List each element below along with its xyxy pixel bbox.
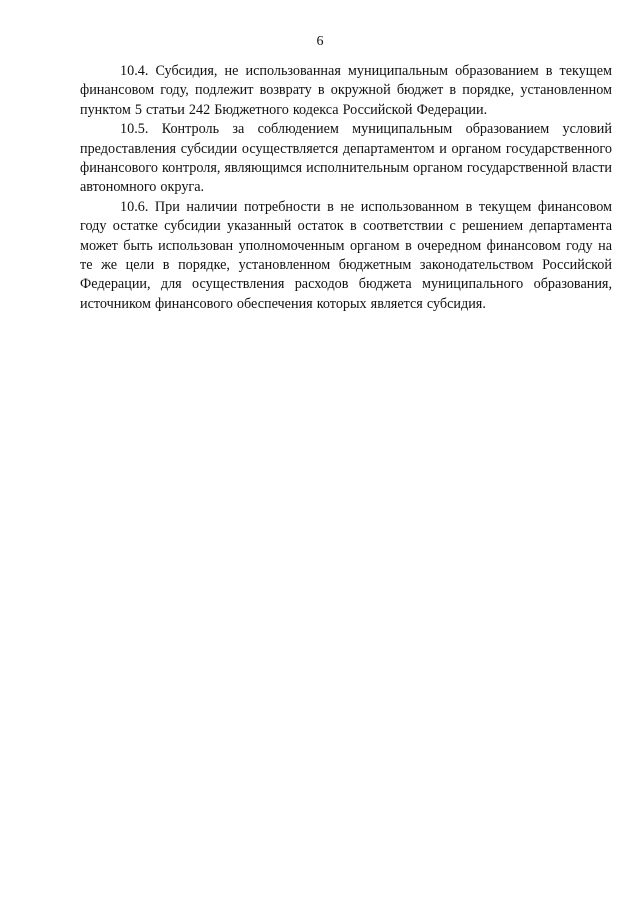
paragraph-10-5: 10.5. Контроль за соблюдением муниципальным образованием условий предоставления субсидии осуществляется департаментом и органом государственного финансового контроля, являющимся исполнительным органом государственной власти автономного округа. <box>80 121 612 196</box>
page-number: 6 <box>316 34 324 49</box>
paragraph-10-6: 10.6. При наличии потребности в не использованном в текущем финансовом году остатке субсидии указанный остаток в соответствии с решением департамента может быть использован уполномоченным органом в очередном финансовом году на те же цели в порядке, установленном бюджетным законодательством Российской Федерации, для осуществления расходов бюджета муниципального образования, источником финансового обеспечения которых является субсидия. <box>80 198 612 312</box>
paragraph-10-4: 10.4. Субсидия, не использованная муниципальным образованием в текущем финансовом году, подлежит возврату в окружной бюджет в порядке, установленном пунктом 5 статьи 242 Бюджетного кодекса Российской Федерации. <box>80 63 612 118</box>
document-body <box>80 62 612 314</box>
